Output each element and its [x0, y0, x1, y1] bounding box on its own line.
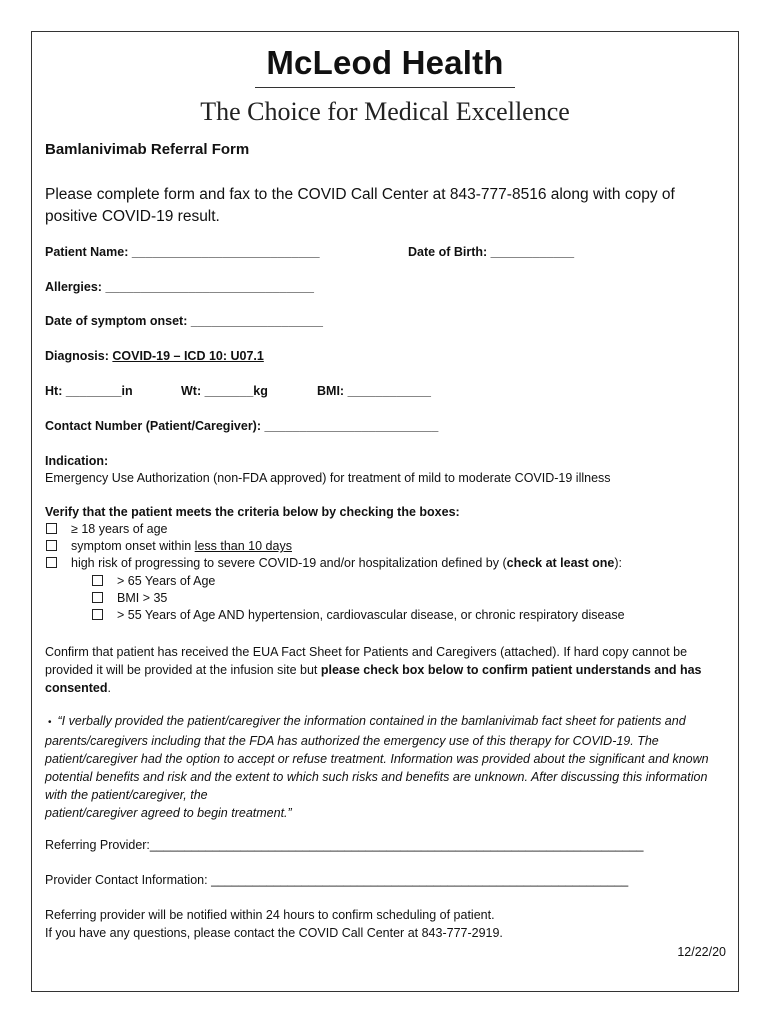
- criteria-risk-suffix: ):: [614, 556, 622, 570]
- referring-provider-field[interactable]: [45, 835, 644, 855]
- criteria-risk-row[interactable]: [46, 556, 622, 570]
- allergies-field[interactable]: [45, 280, 314, 294]
- symptom-onset-blank[interactable]: ___________________: [190, 314, 323, 328]
- consent-bullet[interactable]: •: [48, 717, 52, 728]
- contact-number-label: Contact Number (Patient/Caregiver):: [45, 419, 262, 433]
- criteria-onset-underlined: less than 10 days: [194, 539, 292, 553]
- provider-contact-label: Provider Contact Information:: [45, 873, 208, 887]
- weight-label: Wt:: [181, 384, 202, 398]
- allergies-label: Allergies:: [45, 280, 102, 294]
- provider-contact-field[interactable]: [45, 870, 628, 890]
- dob-field[interactable]: [408, 245, 574, 259]
- symptom-onset-field[interactable]: [45, 314, 323, 328]
- consent-statement[interactable]: [45, 712, 725, 822]
- diagnosis-label: Diagnosis:: [45, 349, 109, 363]
- form-title: Bamlanivimab Referral Form: [45, 141, 250, 158]
- form-date: 12/22/20: [677, 945, 726, 959]
- patient-name-label: Patient Name:: [45, 245, 129, 259]
- height-label: Ht:: [45, 384, 63, 398]
- allergies-blank[interactable]: ______________________________: [105, 280, 315, 294]
- risk-checkbox[interactable]: [46, 557, 57, 568]
- provider-contact-blank[interactable]: ____________________________________________________________: [211, 873, 629, 887]
- criteria-sub-age65-row[interactable]: [92, 574, 215, 588]
- dob-label: Date of Birth:: [408, 245, 488, 259]
- verify-criteria-label: Verify that the patient meets the criteria below by checking the boxes:: [45, 505, 460, 519]
- confirm-text: Confirm that patient has received the EUA Fact Sheet for Patients and Caregivers (attached). If hard copy cannot be provided it will be provided at the infusion site but: [45, 645, 688, 677]
- criteria-risk-bold: check at least one: [506, 556, 615, 570]
- dob-blank[interactable]: ____________: [490, 245, 575, 259]
- weight-blank[interactable]: _______: [204, 384, 254, 398]
- indication-label: Indication:: [45, 454, 109, 468]
- diagnosis-row: [45, 349, 264, 363]
- referring-provider-blank[interactable]: _______________________________________________________________________: [149, 838, 644, 852]
- bmi35-checkbox[interactable]: [92, 592, 103, 603]
- consent-quote-end: patient/caregiver agreed to begin treatment.”: [45, 806, 292, 820]
- symptom-onset-label: Date of symptom onset:: [45, 314, 188, 328]
- diagnosis-value: COVID-19 – ICD 10: U07.1: [112, 349, 264, 363]
- confirm-end: .: [107, 681, 111, 695]
- criteria-age-row[interactable]: [46, 522, 168, 536]
- criteria-risk-prefix: high risk of progressing to severe COVID-19 and/or hospitalization defined by (: [71, 556, 507, 570]
- tagline: The Choice for Medical Excellence: [200, 97, 570, 126]
- age55-checkbox[interactable]: [92, 609, 103, 620]
- criteria-onset-prefix: symptom onset within: [71, 539, 195, 553]
- brand-logo-text: McLeod Health: [266, 44, 504, 81]
- bmi-blank[interactable]: ____________: [347, 384, 431, 398]
- bmi-field[interactable]: [317, 384, 431, 398]
- height-field[interactable]: [45, 384, 133, 398]
- patient-name-blank[interactable]: ___________________________: [131, 245, 320, 259]
- age-checkbox[interactable]: [46, 523, 57, 534]
- criteria-sub-age55-text: > 55 Years of Age AND hypertension, cardiovascular disease, or chronic respiratory disease: [117, 608, 625, 622]
- notice-call-center: If you have any questions, please contact the COVID Call Center at 843-777-2919.: [45, 926, 503, 940]
- contact-number-field[interactable]: [45, 419, 438, 433]
- patient-name-field[interactable]: [45, 245, 320, 259]
- criteria-sub-age55-row[interactable]: [92, 608, 625, 622]
- weight-unit: kg: [253, 384, 268, 398]
- onset-checkbox[interactable]: [46, 540, 57, 551]
- confirm-paragraph: [45, 643, 715, 697]
- height-blank[interactable]: ________: [65, 384, 122, 398]
- brand-underline: [255, 87, 515, 88]
- bmi-label: BMI:: [317, 384, 345, 398]
- confirm-bold: please check box below to confirm patient understands and has consented: [45, 663, 702, 695]
- referring-provider-label: Referring Provider:: [45, 838, 150, 852]
- contact-number-blank[interactable]: _________________________: [264, 419, 439, 433]
- weight-field[interactable]: [181, 384, 268, 398]
- height-unit: in: [121, 384, 133, 398]
- age65-checkbox[interactable]: [92, 575, 103, 586]
- criteria-age-text: ≥ 18 years of age: [71, 522, 168, 536]
- criteria-onset-row[interactable]: [46, 539, 292, 553]
- form-instructions: Please complete form and fax to the COVID Call Center at 843-777-8516 along with copy of positive COVID-19 result.: [45, 186, 675, 225]
- notice-scheduling: Referring provider will be notified within 24 hours to confirm scheduling of patient.: [45, 908, 495, 922]
- indication-text: Emergency Use Authorization (non-FDA approved) for treatment of mild to moderate COVID-19 illness: [45, 471, 611, 485]
- consent-quote: “I verbally provided the patient/caregiver the information contained in the bamlanivimab fact sheet for patients and parents/caregivers including that the FDA has authorized the emergency use of this therapy for COVID-19. The patient/caregiver had the option to accept or refuse treatment. Information was provided about the significant and known potential benefits and risk and the extent to which such risks and benefits are unknown. After discussing this information with the patient/caregiver, the: [45, 714, 709, 802]
- criteria-sub-age65-text: > 65 Years of Age: [117, 574, 216, 588]
- criteria-sub-bmi-text: BMI > 35: [117, 591, 168, 605]
- criteria-sub-bmi-row[interactable]: [92, 591, 167, 605]
